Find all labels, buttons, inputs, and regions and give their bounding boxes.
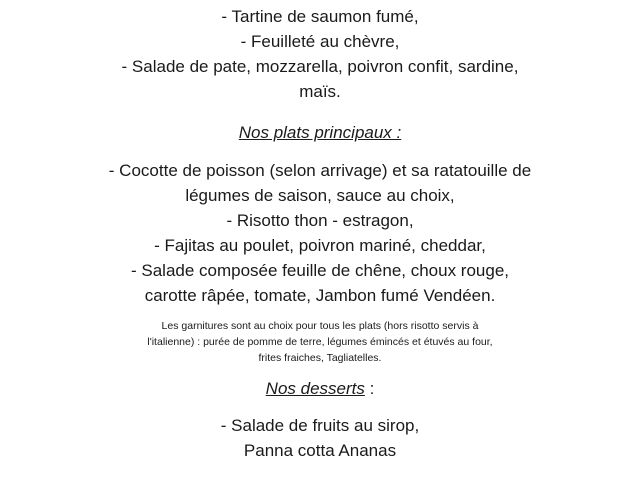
garnish-note-line: frites fraiches, Tagliatelles. bbox=[258, 352, 382, 364]
plat-item: - Salade composée feuille de chêne, choux rouge, bbox=[130, 261, 510, 280]
section-title bbox=[0, 376, 640, 401]
section-title-text: Nos desserts bbox=[265, 379, 365, 398]
section-title-suffix: : bbox=[364, 379, 375, 398]
section-title-text: Nos plats principaux : bbox=[238, 123, 402, 142]
plat-item: - Cocotte de poisson (selon arrivage) et sa ratatouille de bbox=[108, 161, 532, 180]
plats-section bbox=[0, 120, 640, 366]
plat-item: - Risotto thon - estragon, bbox=[226, 211, 414, 230]
garnish-note-line: Les garnitures sont au choix pour tous les plats (hors risotto servis à bbox=[161, 320, 479, 332]
entree-item: - Salade de pate, mozzarella, poivron confit, sardine, bbox=[121, 57, 519, 76]
section-title bbox=[0, 120, 640, 145]
dessert-item: - Salade de fruits au sirop, bbox=[220, 416, 420, 435]
plat-item-continued: carotte râpée, tomate, Jambon fumé Vendéen. bbox=[144, 286, 496, 305]
plat-item: - Fajitas au poulet, poivron mariné, cheddar, bbox=[154, 236, 486, 255]
plat-item-continued: légumes de saison, sauce au choix, bbox=[185, 186, 455, 205]
garnish-note-line: l'italienne) : purée de pomme de terre, légumes émincés et étuvés au four, bbox=[147, 336, 493, 348]
entrees-section bbox=[0, 4, 640, 104]
desserts-section bbox=[0, 376, 640, 463]
entree-item: - Tartine de saumon fumé, bbox=[221, 7, 419, 26]
entree-item-continued: maïs. bbox=[299, 82, 341, 101]
dessert-item: Panna cotta Ananas bbox=[243, 441, 397, 460]
entree-item: - Feuilleté au chèvre, bbox=[240, 32, 400, 51]
